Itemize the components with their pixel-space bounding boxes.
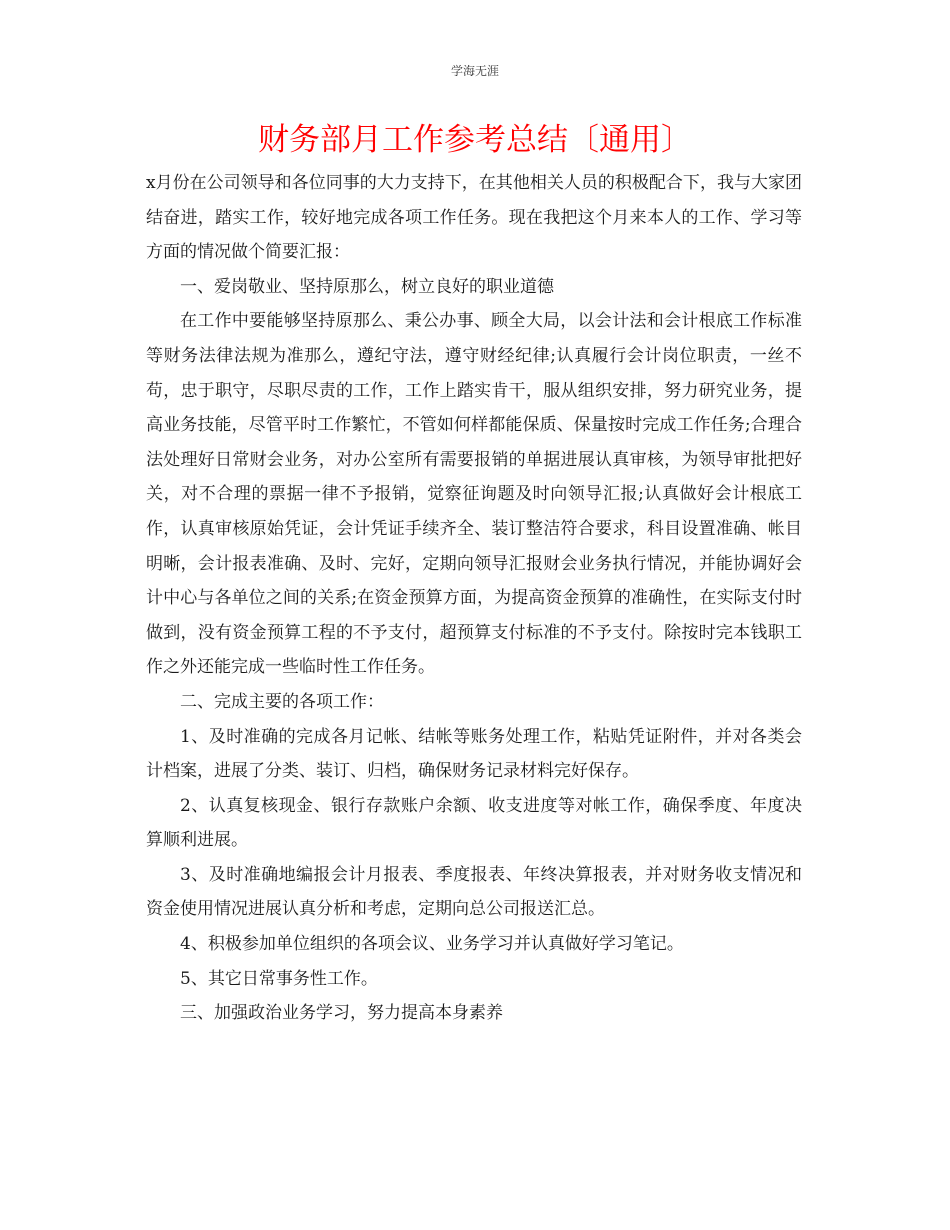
- section-heading-1: 一、爱岗敬业、坚持原那么，树立良好的职业道德: [180, 276, 554, 297]
- document-title: 财务部月工作参考总结〔通用〕: [258, 122, 692, 158]
- document-body: [146, 166, 802, 1031]
- page-header: 学海无涯: [450, 64, 499, 78]
- list-item-3: 3、及时准确地编报会计月报表、季度报表、年终决算报表，并对财务收支情况和资金使用情况进展认真分析和考虑，定期向总公司报送汇总。: [146, 864, 802, 920]
- section-heading-3: 三、加强政治业务学习，努力提高本身素养: [180, 1003, 503, 1024]
- list-item-5: 5、其它日常事务性工作。: [180, 968, 378, 989]
- list-item-4: 4、积极参加单位组织的各项会议、业务学习并认真做好学习笔记。: [180, 934, 684, 955]
- list-item-2: 2、认真复核现金、银行存款账户余额、收支进度等对帐工作，确保季度、年度决算顺利进展。: [146, 795, 802, 851]
- intro-paragraph: x月份在公司领导和各位同事的大力支持下，在其他相关人员的积极配合下，我与大家团结奋进，踏实工作，较好地完成各项工作任务。现在我把这个月来本人的工作、学习等方面的情况做个简要汇报：: [146, 173, 802, 263]
- section-1-paragraph: 在工作中要能够坚持原那么、秉公办事、顾全大局，以会计法和会计根底工作标准等财务法律法规为准那么，遵纪守法，遵守财经纪律;认真履行会计岗位职责，一丝不苟，忠于职守，尽职尽责的工作，工作上踏实肯干，服从组织安排，努力研究业务，提高业务技能，尽管平时工作繁忙，不管如何样都能保质、保量按时完成工作任务;合理合法处理好日常财会业务，对办公室所有需要报销的单据进展认真审核，为领导审批把好关，对不合理的票据一律不予报销，觉察征询题及时向领导汇报;认真做好会计根底工作，认真审核原始凭证，会计凭证手续齐全、装订整洁符合要求，科目设置准确、帐目明晰，会计报表准确、及时、完好，定期向领导汇报财会业务执行情况，并能协调好会计中心与各单位之间的关系;在资金预算方面，为提高资金预算的准确性，在实际支付时做到，没有资金预算工程的不予支付，超预算支付标准的不予支付。除按时完本钱职工作之外还能完成一些临时性工作任务。: [146, 311, 802, 678]
- list-item-1: 1、及时准确的完成各月记帐、结帐等账务处理工作，粘贴凭证附件，并对各类会计档案，进展了分类、装订、归档，确保财务记录材料完好保存。: [146, 726, 802, 782]
- section-heading-2: 二、完成主要的各项工作：: [180, 691, 384, 712]
